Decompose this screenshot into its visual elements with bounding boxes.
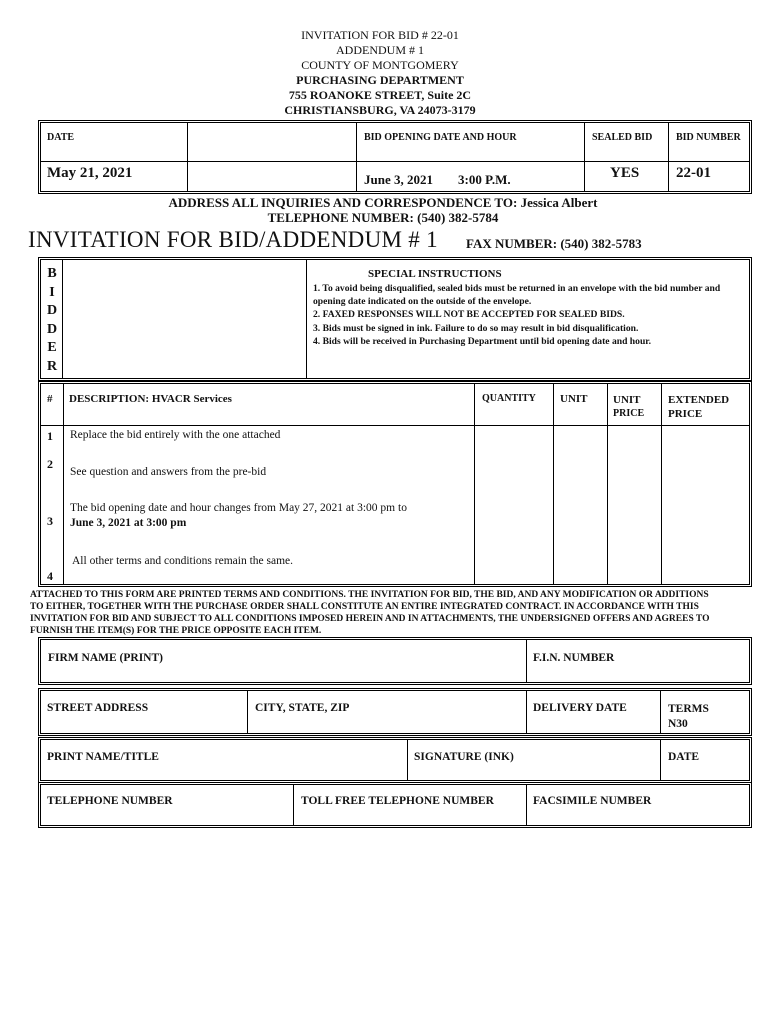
street-address-field[interactable]: STREET ADDRESS [47,702,149,714]
sealed-value: YES [610,165,640,181]
delivery-date-field[interactable]: DELIVERY DATE [533,702,627,714]
big-title: INVITATION FOR BID/ADDENDUM # 1 [28,227,438,252]
bidder-letters [45,265,59,376]
bidder-letter: D [46,303,58,318]
header-bid-title: INVITATION FOR BID # 22-01 [301,28,459,42]
item-description: Replace the bid entirely with the one attached [70,429,281,441]
instruction-item: 3. Bids must be signed in ink. Failure to do so may result in bid disqualification. [313,322,639,334]
telephone-field[interactable]: TELEPHONE NUMBER [47,795,173,807]
document-header [0,28,760,118]
signature-row [38,737,752,783]
date-value: May 21, 2021 [47,165,133,181]
bidder-letter: B [47,266,57,281]
item-description: See question and answers from the pre-bid [70,466,267,478]
item-number: 2 [47,457,53,471]
bidder-letter: I [49,284,55,300]
col-unit: UNIT [560,393,588,405]
col-num: # [47,393,53,405]
item-number: 1 [47,429,53,443]
bidder-box [38,257,752,381]
header-county: COUNTY OF MONTGOMERY [301,58,459,72]
opening-label: BID OPENING DATE AND HOUR [364,132,517,143]
header-city: CHRISTIANSBURG, VA 24073-3179 [284,103,476,117]
col-description: DESCRIPTION: HVACR Services [69,393,232,405]
bid-number-label: BID NUMBER [676,132,741,143]
item-description: All other terms and conditions remain the same. [72,555,293,567]
date-label: DATE [47,132,75,143]
header-department: PURCHASING DEPARTMENT [296,73,464,87]
col-quantity: QUANTITY [482,393,536,404]
opening-date-value: June 3, 2021 [364,172,433,187]
phone-row [38,782,752,828]
date-field[interactable]: DATE [668,751,700,763]
items-table [38,381,752,587]
signature-field[interactable]: SIGNATURE (INK) [414,751,514,763]
header-addendum: ADDENDUM # 1 [336,43,424,57]
item-number: 4 [47,569,53,583]
header-street: 755 ROANOKE STREET, Suite 2C [288,88,472,102]
address-line: ADDRESS ALL INQUIRIES AND CORRESPONDENCE TO: Jessica Albert [168,195,598,210]
item-description-bold: June 3, 2021 at 3:00 pm [70,517,187,529]
opening-time-value: 3:00 P.M. [458,172,511,187]
toll-free-field[interactable]: TOLL FREE TELEPHONE NUMBER [301,795,494,807]
print-name-field[interactable]: PRINT NAME/TITLE [47,751,159,763]
fax-line: FAX NUMBER: (540) 382-5783 [466,236,642,251]
address-row [38,688,752,736]
firm-row [38,637,752,685]
col-extended-price: EXTENDED PRICE [668,394,730,420]
fin-number-field[interactable]: F.I.N. NUMBER [533,652,615,664]
instruction-item: 4. Bids will be received in Purchasing Department until bid opening date and hour. [313,335,652,347]
terms-field[interactable]: TERMS N30 [668,703,709,730]
instruction-item: 2. FAXED RESPONSES WILL NOT BE ACCEPTED FOR SEALED BIDS. [313,309,625,321]
special-instructions-title: SPECIAL INSTRUCTIONS [368,268,502,280]
sealed-label: SEALED BID [592,132,653,143]
bid-number-value: 22-01 [676,165,711,181]
instruction-item: 1. To avoid being disqualified, sealed bids must be returned in an envelope with the bid number and opening date indicated on the outside of the envelope. [313,283,721,308]
item-description: The bid opening date and hour changes from May 27, 2021 at 3:00 pm to [70,502,407,514]
facsimile-field[interactable]: FACSIMILE NUMBER [533,795,652,807]
item-number: 3 [47,514,53,528]
telephone-line: TELEPHONE NUMBER: (540) 382-5784 [267,210,499,225]
city-state-zip-field[interactable]: CITY, STATE, ZIP [255,702,350,714]
bidder-letter: E [47,340,57,355]
firm-name-field[interactable]: FIRM NAME (PRINT) [48,652,163,664]
col-unit-price: UNIT PRICE [613,394,645,419]
bidder-letter: R [46,358,58,374]
bid-info-table [38,120,752,194]
special-instructions-list [313,282,743,348]
terms-paragraph: ATTACHED TO THIS FORM ARE PRINTED TERMS AND CONDITIONS. THE INVITATION FOR BID, THE BID, AND ANY MODIFICATION OR ADDITIONS TO EITHER, TOGETHER WITH THE PURCHASE ORDER SHALL CONSTITUTE AN ENTIRE INTEGRATED CONTRACT. IN ACCORDANCE WITH THIS INVITATION FOR BID AND SUBJECT TO ALL CONDITIONS IMPOSED HEREIN AND IN ATTACHMENTS, THE UNDERSIGNED OFFERS AND AGREES TO FURNISH THE ITEM(S) FOR THE PRICE OPPOSITE EACH ITEM. [30,590,710,636]
bidder-letter: D [46,321,58,337]
